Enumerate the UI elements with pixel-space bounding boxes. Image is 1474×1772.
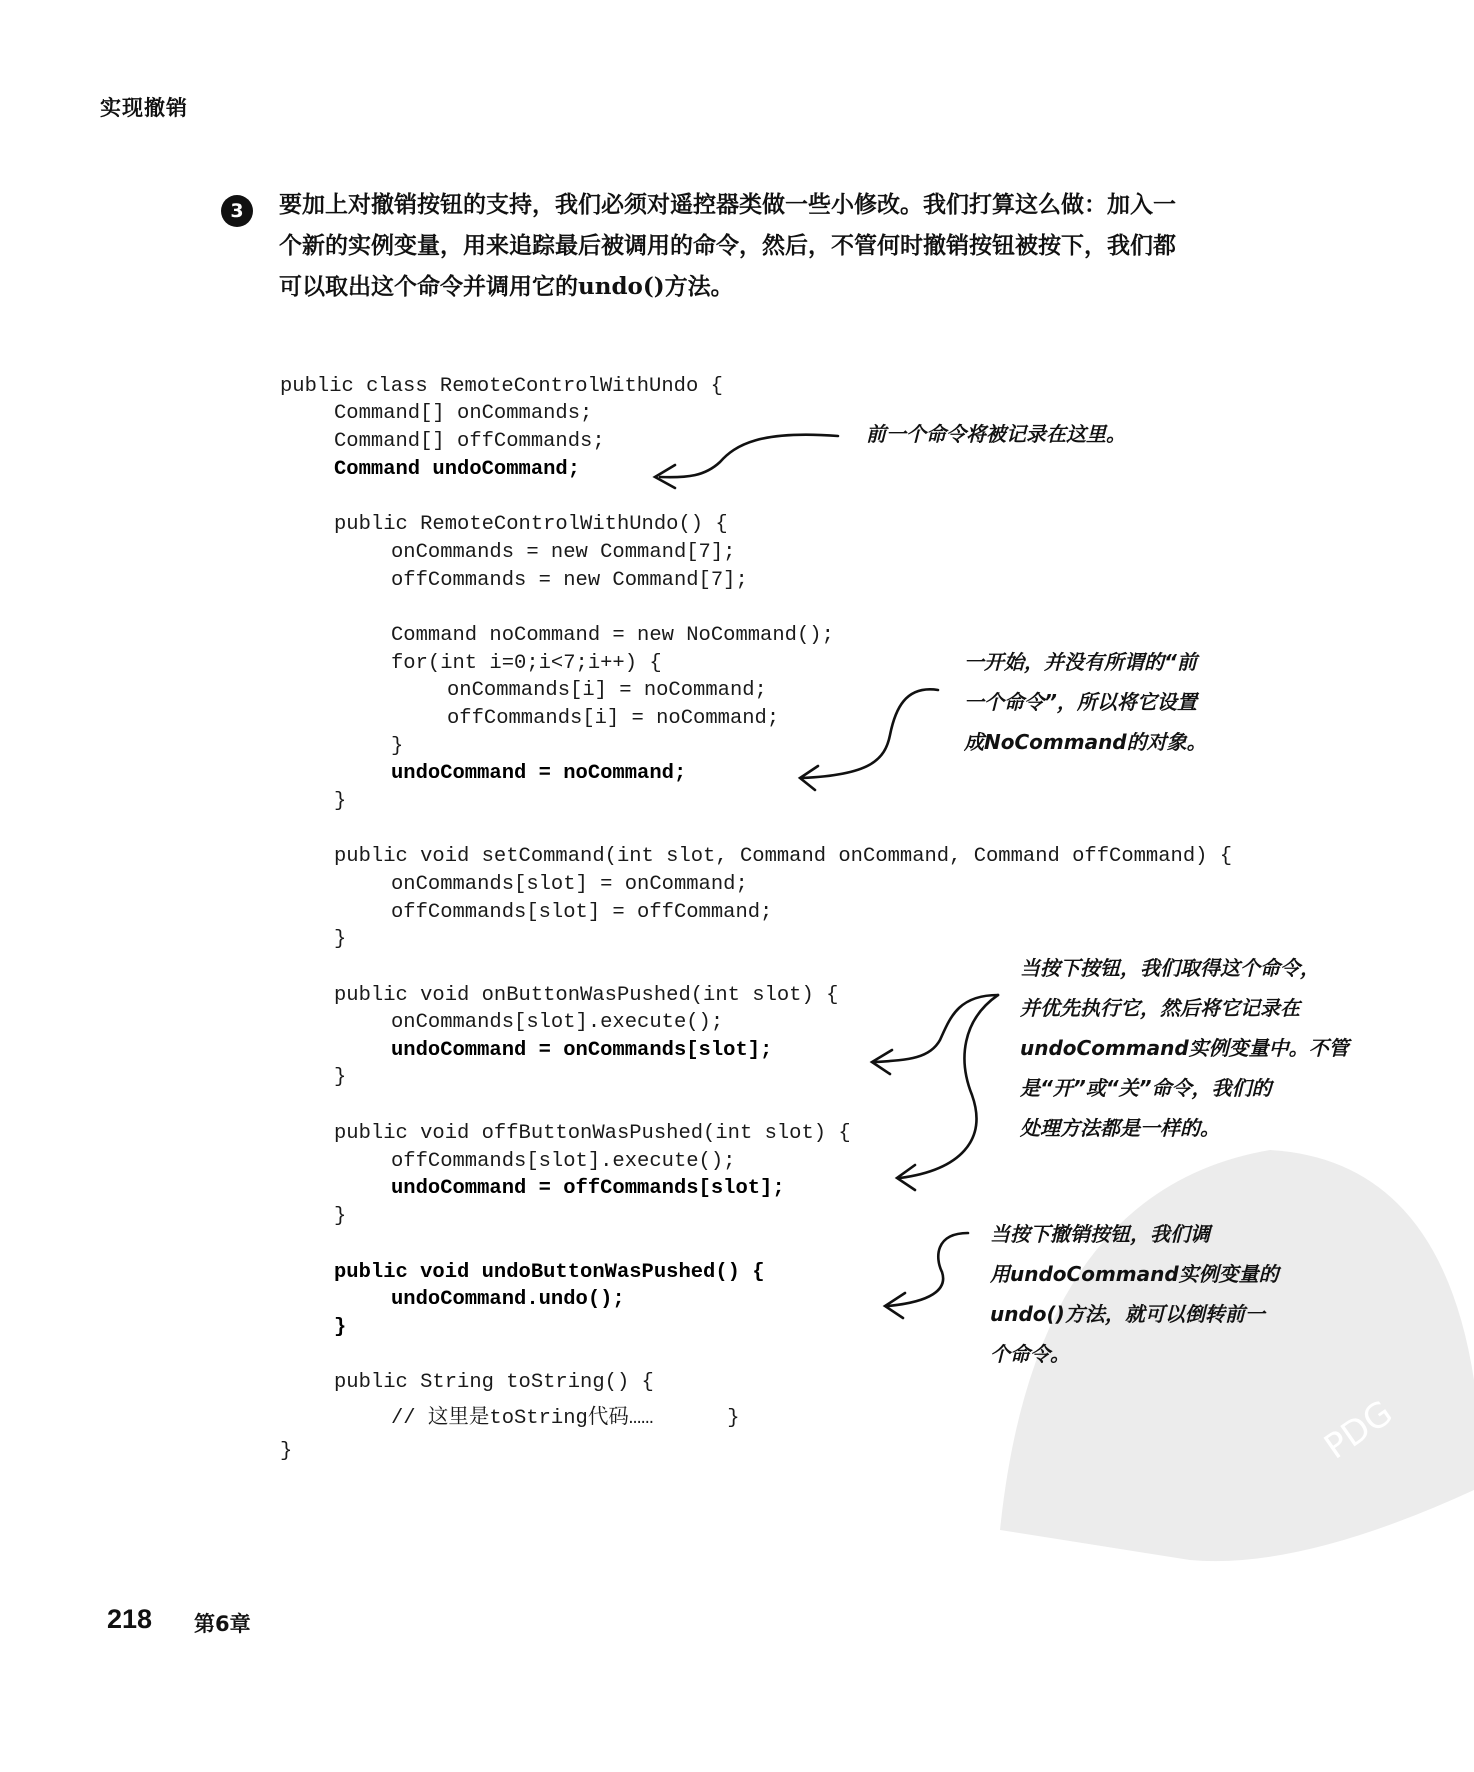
intro-line: 个新的实例变量，用来追踪最后被调用的命令，然后，不管何时撤销按钮被按下，我们都 <box>279 232 1176 259</box>
code-line: Command[] offCommands; <box>334 430 605 453</box>
code-line: offCommands[i] = noCommand; <box>447 707 780 730</box>
code-line-highlight: undoCommand.undo(); <box>391 1288 625 1311</box>
annotation-line: 个命令。 <box>990 1342 1070 1366</box>
code-line-highlight: public void undoButtonWasPushed() { <box>334 1261 765 1284</box>
step-number-badge: 3 <box>221 195 253 227</box>
annotation-line: 并优先执行它，然后将它记录在 <box>1020 996 1300 1020</box>
code-line: onCommands[slot] = onCommand; <box>391 873 748 896</box>
code-line: } <box>391 735 404 758</box>
annotation-line: 一开始，并没有所谓的“前 <box>964 650 1197 674</box>
code-line: } <box>334 790 347 813</box>
section-title: 实现撤销 <box>100 96 188 120</box>
annotation-line: 用undoCommand实例变量的 <box>990 1262 1279 1286</box>
code-line: public void setCommand(int slot, Command onCommand, Command offCommand) { <box>334 845 1233 868</box>
code-line: } <box>334 928 347 951</box>
code-line-highlight: undoCommand = noCommand; <box>391 762 687 785</box>
code-line: // 这里是toString代码…… } <box>391 1407 740 1430</box>
code-line: offCommands = new Command[7]; <box>391 569 748 592</box>
annotation-note-1 <box>866 414 1126 454</box>
annotation-line: 一个命令”，所以将它设置 <box>964 690 1197 714</box>
annotation-note-3 <box>1020 948 1349 1148</box>
arrow-3a <box>875 995 998 1062</box>
code-line: } <box>334 1205 347 1228</box>
code-line: public class RemoteControlWithUndo { <box>280 375 723 398</box>
code-line-highlight: } <box>334 1316 347 1339</box>
annotation-line: undoCommand实例变量中。不管 <box>1020 1036 1349 1060</box>
annotation-line: 前一个命令将被记录在这里。 <box>866 422 1126 446</box>
annotation-note-2 <box>964 642 1207 762</box>
annotation-line: 成NoCommand的对象。 <box>964 730 1207 754</box>
code-line: Command[] onCommands; <box>334 402 593 425</box>
intro-line: 可以取出这个命令并调用它的undo()方法。 <box>279 273 734 300</box>
code-line: for(int i=0;i<7;i++) { <box>391 652 662 675</box>
arrow-1 <box>660 435 838 478</box>
intro-line: 要加上对撤销按钮的支持，我们必须对遥控器类做一些小修改。我们打算这么做：加入一 <box>279 191 1176 218</box>
page-number: 218 <box>107 1604 153 1634</box>
arrow-2 <box>802 689 938 778</box>
code-line: onCommands = new Command[7]; <box>391 541 736 564</box>
code-line-highlight: undoCommand = offCommands[slot]; <box>391 1177 785 1200</box>
watermark-text: PDG <box>1317 1392 1400 1468</box>
annotation-line: undo()方法，就可以倒转前一 <box>990 1302 1265 1326</box>
code-line: public void onButtonWasPushed(int slot) { <box>334 984 839 1007</box>
annotation-line: 当按下按钮，我们取得这个命令， <box>1020 956 1320 980</box>
code-line: public void offButtonWasPushed(int slot) { <box>334 1122 851 1145</box>
code-line: offCommands[slot] = offCommand; <box>391 901 773 924</box>
code-line: public String toString() { <box>334 1371 654 1394</box>
code-line: offCommands[slot].execute(); <box>391 1150 736 1173</box>
code-line: public RemoteControlWithUndo() { <box>334 513 728 536</box>
annotation-line: 当按下撤销按钮，我们调 <box>990 1222 1210 1246</box>
code-line-highlight: undoCommand = onCommands[slot]; <box>391 1039 773 1062</box>
annotation-line: 处理方法都是一样的。 <box>1020 1116 1220 1140</box>
annotation-line: 是“开”或“关”命令，我们的 <box>1020 1076 1272 1100</box>
code-line: Command noCommand = new NoCommand(); <box>391 624 834 647</box>
code-line: } <box>334 1066 347 1089</box>
chapter-label: 第6章 <box>194 1612 251 1636</box>
code-line: } <box>280 1440 293 1463</box>
code-line: onCommands[i] = noCommand; <box>447 679 767 702</box>
annotation-note-4 <box>990 1214 1279 1374</box>
code-line: onCommands[slot].execute(); <box>391 1011 724 1034</box>
code-line-highlight: Command undoCommand; <box>334 458 581 481</box>
